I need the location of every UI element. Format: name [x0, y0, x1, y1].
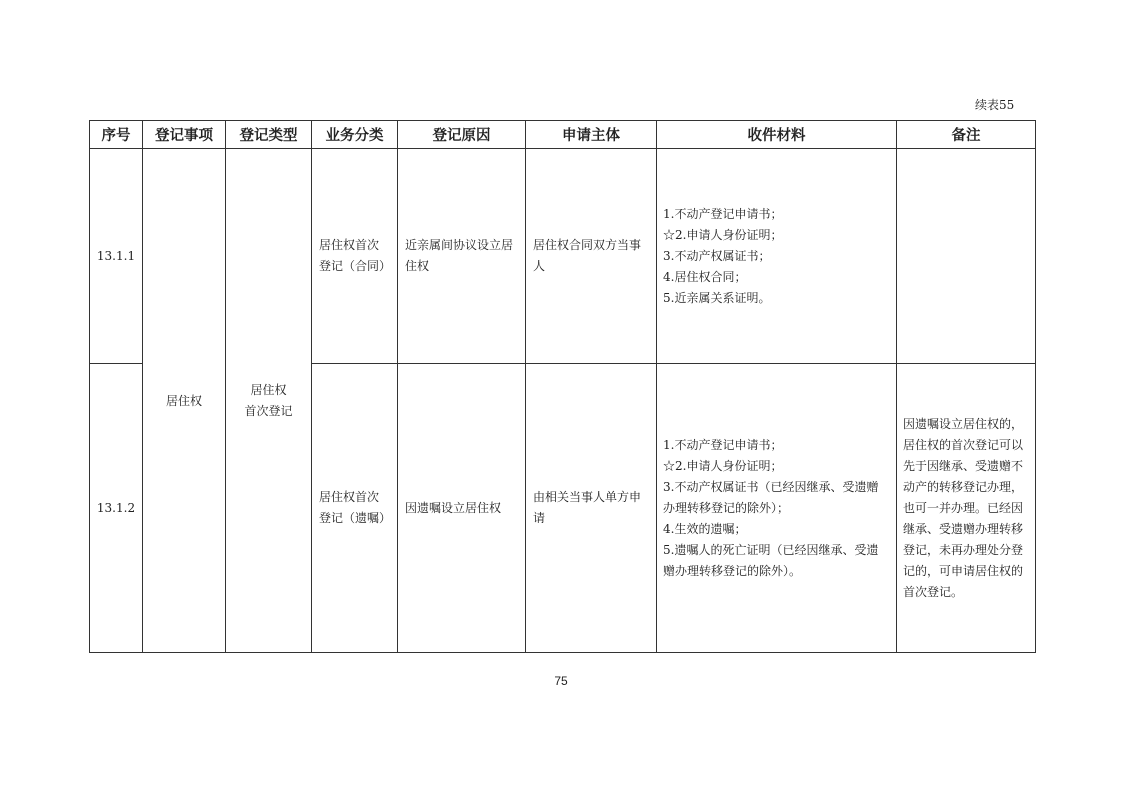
row-no: 13.1.1: [90, 149, 143, 364]
material-item: 5.近亲属关系证明。: [663, 290, 771, 305]
reason-text: 因遗嘱设立居住权: [405, 500, 502, 515]
material-item: 4.居住权合同；: [663, 269, 747, 284]
registration-type-line: 首次登记: [244, 403, 293, 418]
material-item: 1.不动产登记申请书；: [663, 437, 783, 452]
table-row: [90, 149, 1036, 364]
business-category-cell: [312, 364, 398, 653]
header-row: [90, 121, 1036, 149]
material-item: 3.不动产权属证书；: [663, 248, 771, 263]
material-item: 4.生效的遗嘱；: [663, 521, 747, 536]
materials-cell: [657, 149, 897, 364]
applicant-cell: [526, 364, 657, 653]
header-registration-reason: 登记原因: [398, 121, 526, 149]
header-registration-item: 登记事项: [143, 121, 226, 149]
header-registration-type: 登记类型: [226, 121, 312, 149]
registration-table: [89, 120, 1036, 653]
remark-text: 因遗嘱设立居住权的，居住权的首次登记可以先于因继承、受遗赠不动产的转移登记办理，也可一并办理。已经因继承、受遗赠办理转移登记，未再办理处分登记的，可申请居住权的首次登记。: [903, 416, 1024, 599]
remark-cell: [897, 149, 1036, 364]
row-no: 13.1.2: [90, 364, 143, 653]
material-item: ☆2.申请人身份证明；: [663, 227, 783, 242]
reason-cell: [398, 149, 526, 364]
business-category-cell: [312, 149, 398, 364]
applicant-cell: [526, 149, 657, 364]
page-number: 75: [554, 674, 568, 688]
header-business-category: 业务分类: [312, 121, 398, 149]
material-item: 3.不动产权属证书（已经因继承、受遗赠办理转移登记的除外）；: [663, 479, 879, 515]
table-continuation-label: 续表55: [975, 98, 1015, 112]
registration-type-cell: [226, 149, 312, 653]
reason-cell: [398, 364, 526, 653]
materials-list: [657, 204, 896, 309]
registration-item-cell: 居住权: [143, 149, 226, 653]
materials-list: [657, 435, 896, 582]
material-item: 5.遗嘱人的死亡证明（已经因继承、受遗赠办理转移登记的除外）。: [663, 542, 879, 578]
applicant-text: 居住权合同双方当事人: [533, 238, 642, 273]
material-item: ☆2.申请人身份证明；: [663, 458, 783, 473]
header-materials: 收件材料: [657, 121, 897, 149]
business-category-text: 居住权首次登记（遗嘱）: [319, 490, 392, 525]
applicant-text: 由相关当事人单方申请: [533, 490, 642, 525]
business-category-text: 居住权首次登记（合同）: [319, 238, 392, 273]
registration-type-line: 居住权: [250, 382, 287, 397]
reason-text: 近亲属间协议设立居住权: [405, 238, 514, 273]
header-no: 序号: [90, 121, 143, 149]
header-applicant: 申请主体: [526, 121, 657, 149]
remark-cell: [897, 364, 1036, 653]
materials-cell: [657, 364, 897, 653]
header-remark: 备注: [897, 121, 1036, 149]
material-item: 1.不动产登记申请书；: [663, 206, 783, 221]
